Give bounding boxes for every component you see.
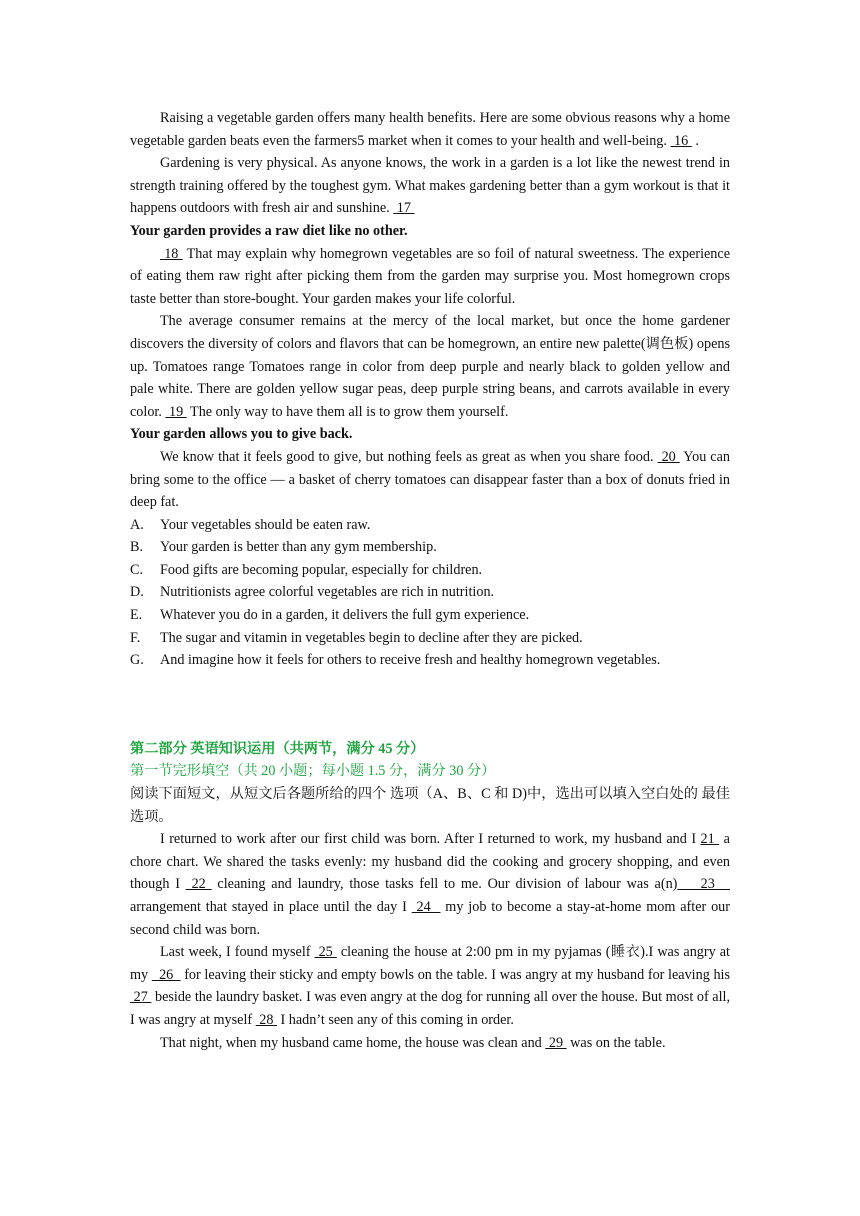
options-list: [130, 514, 730, 672]
cloze-paragraph-2: Last week, I found myself 25 cleaning the house at 2:00 pm in my pyjamas (睡衣).I was angry at my 26 for leaving their sticky and empty bowls on the table. I was angry at my husband for leaving his 27 beside the laundry basket. I was even angry at the dog for running all over the house. But most of all, I was angry at myself 28 I hadn’t seen any of this coming in order.: [130, 944, 731, 1028]
blank-20: 20: [657, 448, 680, 465]
spacer: [130, 672, 730, 738]
option-d: D. Nutritionists agree colorful vegetables are rich in nutrition.: [130, 584, 495, 601]
blank-19: 19: [165, 403, 187, 420]
option-a: A. Your vegetables should be eaten raw.: [130, 516, 371, 533]
cloze-instruction: 阅读下面短文，从短文后各题所给的四个 选项（A、B、C 和 D)中，选出可以填入空白处的 最佳选项。: [130, 786, 730, 825]
option-g: G. And imagine how it feels for others to receive fresh and healthy homegrown vegetables.: [130, 652, 661, 669]
option-e: E. Whatever you do in a garden, it delivers the full gym experience.: [130, 607, 530, 624]
blank-17: 17: [393, 200, 415, 217]
blank-24: 24: [411, 899, 441, 915]
blank-29: 29: [545, 1034, 567, 1051]
blank-25: 25: [314, 944, 337, 961]
paragraph-4: The average consumer remains at the mercy of the local market, but once the home gardener discovers the diversity of colors and flavors that can be homegrown, an entire new palette(调色板) opens up. Tomatoes range Tomatoes range in color from deep purple and nearly black to golden yellow and pale white. There are golden yellow sugar peas, deep purple string beans, and carrots available in every color. 19 The only way to have them all is to grow them yourself.: [130, 313, 730, 420]
paragraph-3: 18 That may explain why homegrown vegetables are so foil of natural sweetness. The experience of eating them raw right after picking them from the garden may surprise you. Most homegrown crops taste better than store-bought. Your garden makes your life colorful.: [130, 245, 730, 307]
blank-21: 21: [700, 831, 720, 848]
document-content: [130, 107, 730, 1054]
section-1-title: 第一节完形填空（共 20 小题；每小题 1.5 分，满分 30 分）: [130, 763, 496, 780]
part-2-title: 第二部分 英语知识运用（共两节，满分 45 分）: [130, 740, 425, 757]
blank-27: 27: [130, 989, 152, 1006]
blank-28: 28: [255, 1011, 277, 1028]
blank-23: 23: [677, 876, 731, 893]
option-f: F. The sugar and vitamin in vegetables begin to decline after they are picked.: [130, 629, 583, 646]
heading-raw-diet: Your garden provides a raw diet like no other.: [130, 222, 408, 239]
paragraph-5: We know that it feels good to give, but nothing feels as great as when you share food. 20 You can bring some to the office — a basket of cherry tomatoes can disappear faster than a box of donuts fried in deep fat.: [130, 448, 730, 511]
blank-16: 16: [670, 132, 692, 149]
option-b: B. Your garden is better than any gym membership.: [130, 539, 437, 556]
cloze-paragraph-1: I returned to work after our first child was born. After I returned to work, my husband and I 21 a chore chart. We shared the tasks evenly: my husband did the cooking and grocery shopping, and even though I 22 cleaning and laundry, those tasks fell to me. Our division of labour was a(n) 23 arrangement that stayed in place until the day I 24 my job to become a stay-at-home mom after our second child was born.: [130, 831, 731, 938]
blank-22: 22: [185, 876, 212, 893]
paragraph-2: Gardening is very physical. As anyone knows, the work in a garden is a lot like the newest trend in strength training offered by the toughest gym. What makes gardening better than a gym workout is that it happens outdoors with fresh air and sunshine. 17: [130, 155, 730, 217]
blank-26: 26: [151, 966, 181, 983]
cloze-paragraph-3: That night, when my husband came home, the house was clean and 29 was on the table.: [160, 1034, 666, 1051]
paragraph-1: Raising a vegetable garden offers many health benefits. Here are some obvious reasons why a home vegetable garden beats even the farmers5 market when it comes to your health and well-being. 16 .: [130, 110, 730, 149]
option-c: C. Food gifts are becoming popular, especially for children.: [130, 561, 483, 578]
blank-18: 18: [160, 245, 183, 262]
heading-give-back: Your garden allows you to give back.: [130, 426, 353, 443]
